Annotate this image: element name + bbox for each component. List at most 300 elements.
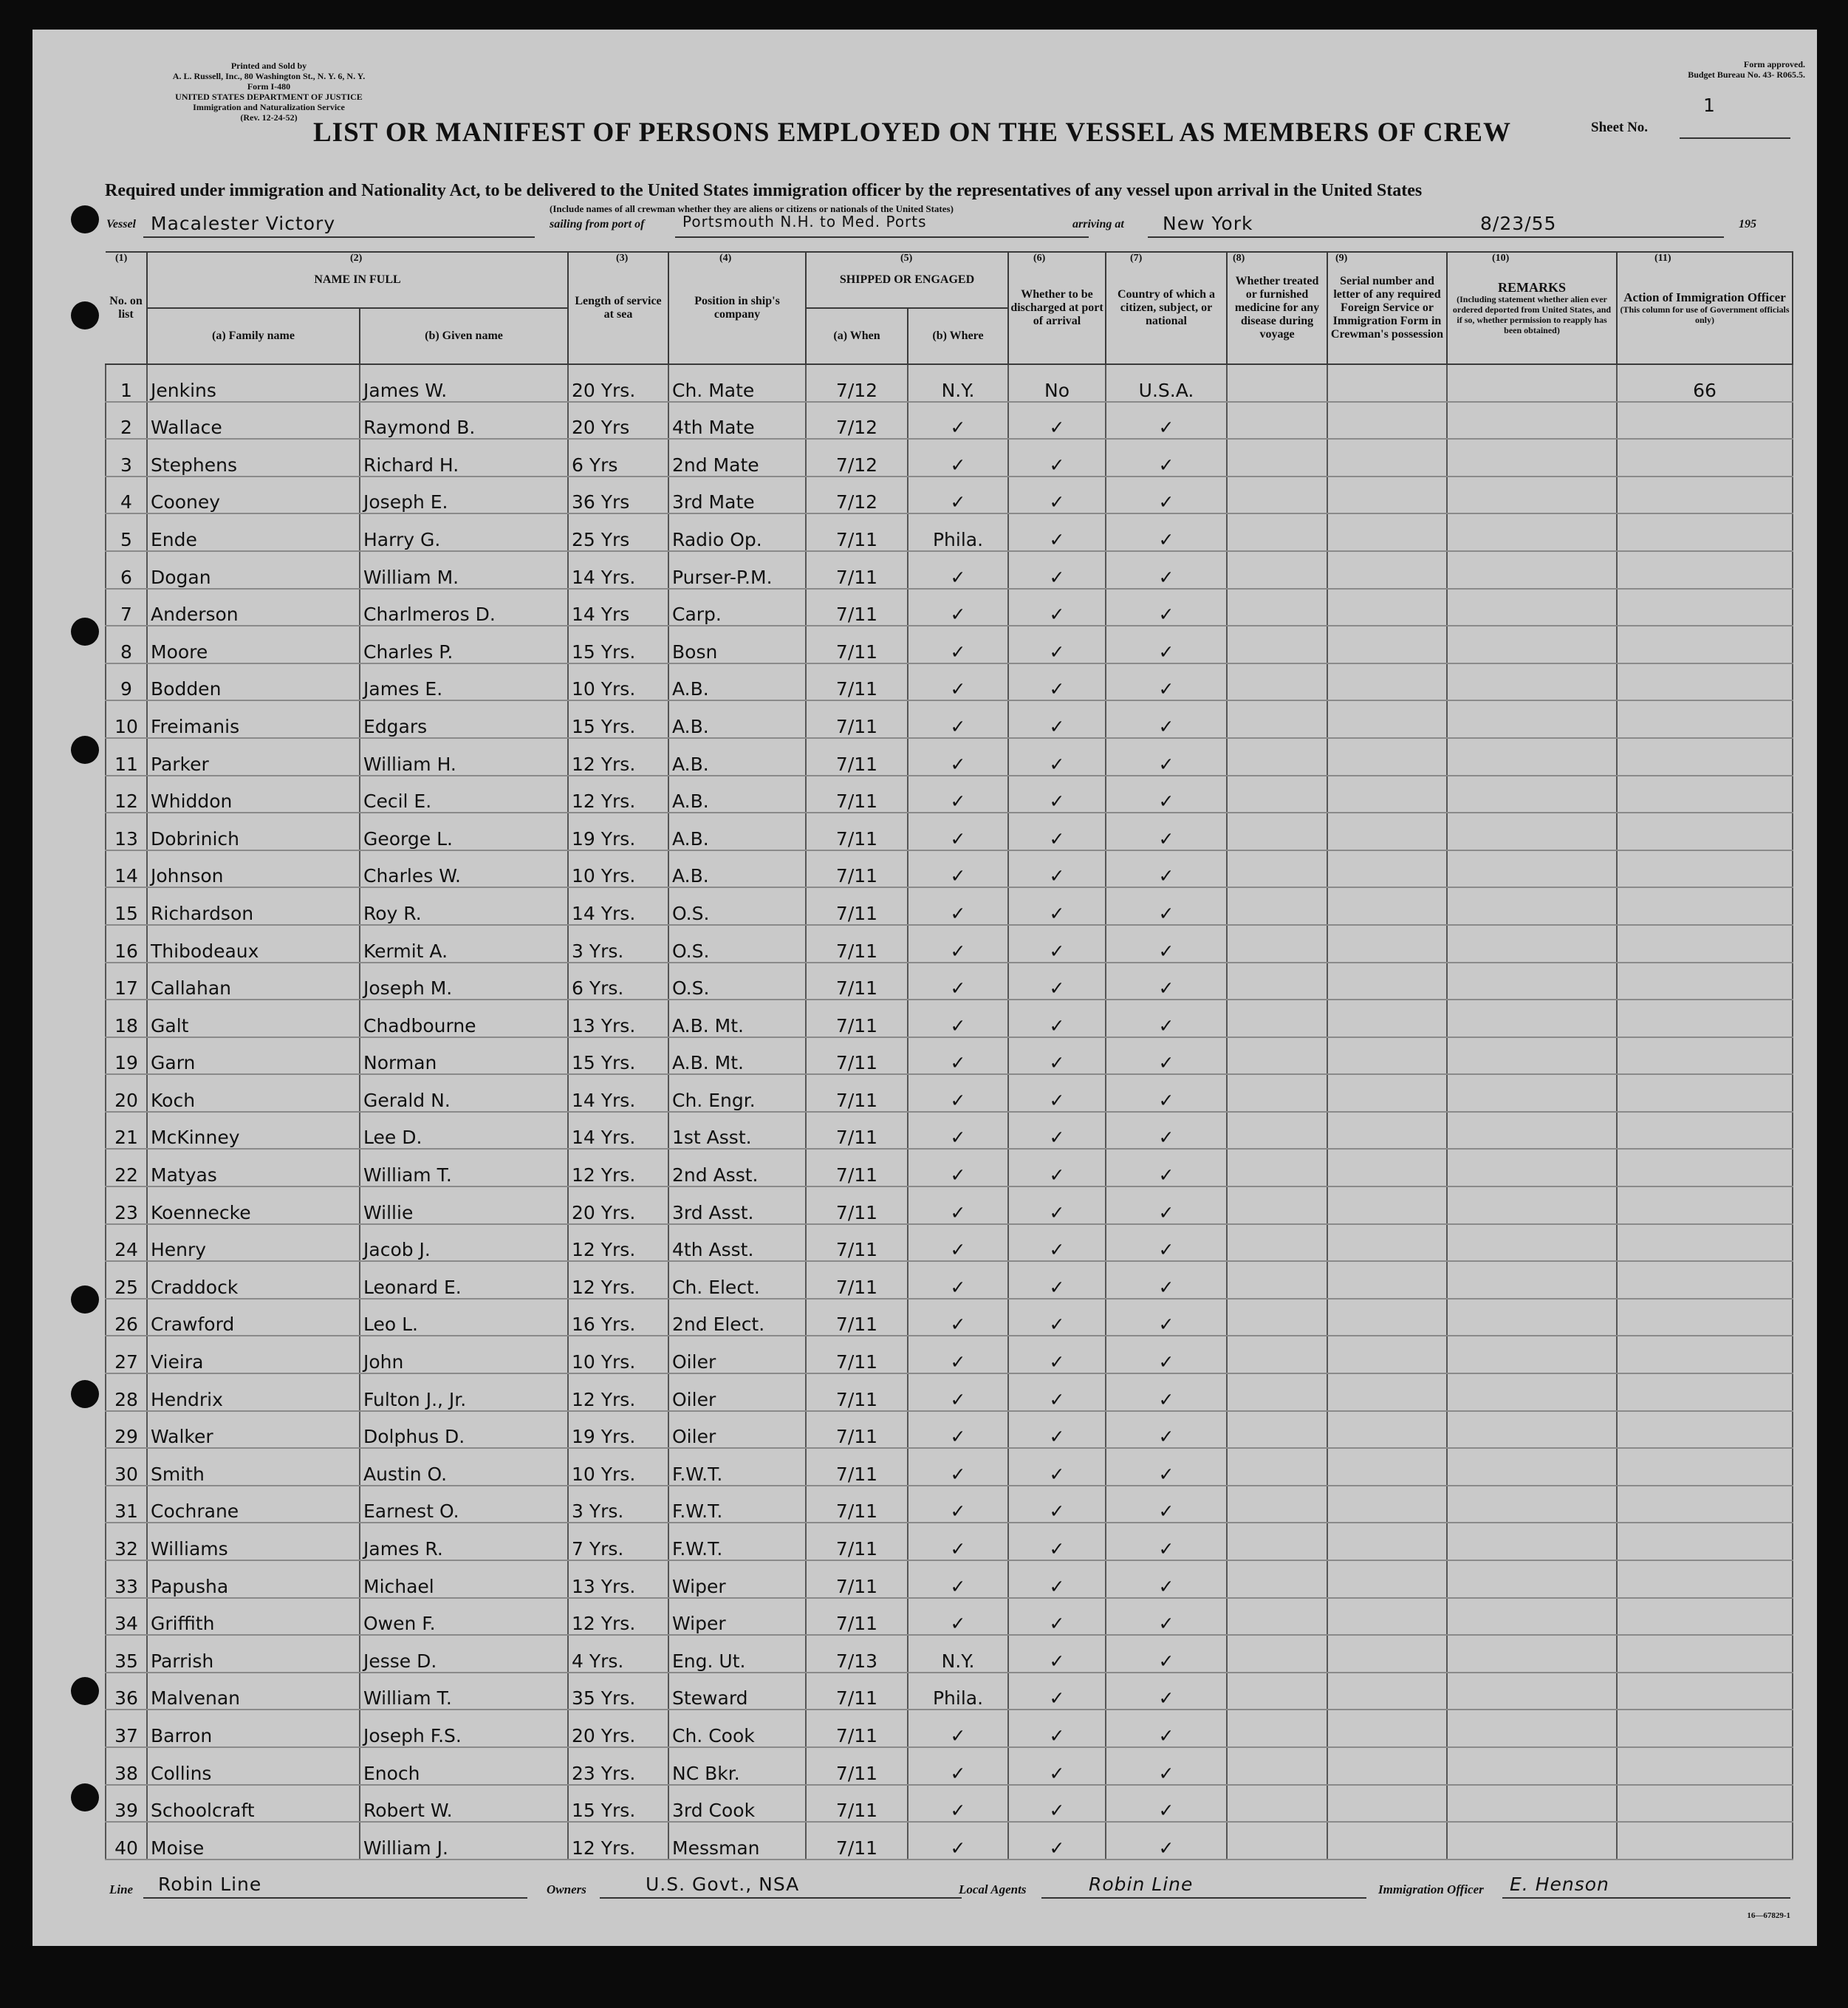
cell-medicine xyxy=(1227,1224,1327,1262)
header-family-name: (a) Family name xyxy=(147,308,360,364)
cell-remarks xyxy=(1447,1448,1617,1486)
cell-medicine xyxy=(1227,850,1327,888)
cell-when: 7/11 xyxy=(806,1822,908,1860)
cell-length: 20 Yrs xyxy=(568,402,668,440)
punch-hole xyxy=(71,301,99,329)
punch-hole xyxy=(71,1677,99,1705)
cell-medicine xyxy=(1227,402,1327,440)
action-title: Action of Immigration Officer xyxy=(1623,290,1786,304)
cell-position: A.B. xyxy=(668,700,806,738)
cell-length: 6 Yrs. xyxy=(568,963,668,1000)
row-number: 24 xyxy=(106,1224,147,1262)
cell-disch: ✓ xyxy=(1008,1224,1106,1262)
header-no: No. on list xyxy=(106,252,147,364)
printer-block xyxy=(92,61,446,123)
sheet-number: 1 xyxy=(1703,95,1716,116)
cell-medicine xyxy=(1227,1149,1327,1186)
cell-country: ✓ xyxy=(1106,1299,1227,1336)
cell-position: A.B. xyxy=(668,738,806,776)
row-number: 25 xyxy=(106,1261,147,1299)
cell-medicine xyxy=(1227,1112,1327,1150)
table-row xyxy=(106,1486,1793,1523)
cell-medicine xyxy=(1227,1373,1327,1411)
row-number: 1 xyxy=(106,364,147,402)
cell-position: Bosn xyxy=(668,626,806,663)
table-row xyxy=(106,887,1793,925)
action-note: (This column for use of Government officials only) xyxy=(1620,304,1790,325)
cell-position: 2nd Mate xyxy=(668,439,806,477)
cell-disch: ✓ xyxy=(1008,1000,1106,1037)
cell-given: Roy R. xyxy=(360,887,568,925)
cell-position: 3rd Asst. xyxy=(668,1186,806,1224)
cell-disch: ✓ xyxy=(1008,589,1106,626)
cell-position: F.W.T. xyxy=(668,1523,806,1560)
cell-country: ✓ xyxy=(1106,1373,1227,1411)
cell-medicine xyxy=(1227,589,1327,626)
cell-medicine xyxy=(1227,477,1327,514)
cell-length: 4 Yrs. xyxy=(568,1635,668,1673)
cell-position: F.W.T. xyxy=(668,1486,806,1523)
punch-hole xyxy=(71,205,99,233)
row-number: 14 xyxy=(106,850,147,888)
cell-family: Collins xyxy=(147,1747,360,1785)
row-number: 23 xyxy=(106,1186,147,1224)
col-number: (1) xyxy=(115,253,128,264)
cell-action xyxy=(1617,887,1793,925)
cell-medicine xyxy=(1227,738,1327,776)
cell-family: Whiddon xyxy=(147,776,360,813)
cell-family: Matyas xyxy=(147,1149,360,1186)
cell-given: Charlmeros D. xyxy=(360,589,568,626)
cell-family: Koch xyxy=(147,1074,360,1112)
cell-when: 7/11 xyxy=(806,1336,908,1373)
cell-family: Richardson xyxy=(147,887,360,925)
cell-where: ✓ xyxy=(908,1074,1008,1112)
cell-remarks xyxy=(1447,887,1617,925)
cell-country: U.S.A. xyxy=(1106,364,1227,402)
row-number: 3 xyxy=(106,439,147,477)
cell-action xyxy=(1617,1373,1793,1411)
cell-remarks xyxy=(1447,1112,1617,1150)
cell-country: ✓ xyxy=(1106,1598,1227,1636)
cell-position: Eng. Ut. xyxy=(668,1635,806,1673)
cell-remarks xyxy=(1447,1000,1617,1037)
cell-length: 35 Yrs. xyxy=(568,1673,668,1710)
cell-family: McKinney xyxy=(147,1112,360,1150)
cell-position: O.S. xyxy=(668,963,806,1000)
header-serial: Serial number and letter of any required Foreign Service or Immigration Form in Crewman's possession xyxy=(1327,252,1447,364)
row-number: 22 xyxy=(106,1149,147,1186)
cell-country: ✓ xyxy=(1106,513,1227,551)
cell-serial xyxy=(1327,1336,1447,1373)
cell-family: Dogan xyxy=(147,551,360,589)
cell-where: N.Y. xyxy=(908,1635,1008,1673)
cell-family: Moise xyxy=(147,1822,360,1860)
officer-signature: E. Henson xyxy=(1510,1874,1609,1895)
cell-family: Vieira xyxy=(147,1336,360,1373)
cell-medicine xyxy=(1227,1000,1327,1037)
cell-length: 14 Yrs xyxy=(568,589,668,626)
row-number: 20 xyxy=(106,1074,147,1112)
cell-where: ✓ xyxy=(908,1037,1008,1075)
form-approved-block xyxy=(1584,59,1805,80)
cell-family: Parrish xyxy=(147,1635,360,1673)
cell-remarks xyxy=(1447,1037,1617,1075)
punch-hole xyxy=(71,618,99,646)
table-row xyxy=(106,663,1793,701)
cell-serial xyxy=(1327,1000,1447,1037)
cell-disch: ✓ xyxy=(1008,887,1106,925)
cell-serial xyxy=(1327,1448,1447,1486)
cell-where: ✓ xyxy=(908,1448,1008,1486)
cell-given: Leo L. xyxy=(360,1299,568,1336)
cell-length: 14 Yrs. xyxy=(568,887,668,925)
cell-where: ✓ xyxy=(908,813,1008,850)
cell-family: Wallace xyxy=(147,402,360,440)
cell-action xyxy=(1617,551,1793,589)
cell-medicine xyxy=(1227,887,1327,925)
table-row xyxy=(106,1261,1793,1299)
col-number: (6) xyxy=(1033,253,1046,264)
header-given-name: (b) Given name xyxy=(360,308,568,364)
cell-remarks xyxy=(1447,1785,1617,1823)
cell-when: 7/12 xyxy=(806,364,908,402)
cell-position: Wiper xyxy=(668,1598,806,1636)
cell-family: Papusha xyxy=(147,1560,360,1598)
punch-hole xyxy=(71,1783,99,1811)
cell-position: 3rd Mate xyxy=(668,477,806,514)
cell-disch: ✓ xyxy=(1008,1710,1106,1747)
row-number: 17 xyxy=(106,963,147,1000)
cell-where: ✓ xyxy=(908,439,1008,477)
table-row xyxy=(106,1299,1793,1336)
officer-label: Immigration Officer xyxy=(1378,1882,1484,1896)
cell-length: 10 Yrs. xyxy=(568,1448,668,1486)
printer-line: UNITED STATES DEPARTMENT OF JUSTICE xyxy=(175,92,363,102)
line-underline xyxy=(143,1897,527,1899)
cell-serial xyxy=(1327,1074,1447,1112)
cell-action xyxy=(1617,1261,1793,1299)
row-number: 21 xyxy=(106,1112,147,1150)
cell-where: ✓ xyxy=(908,963,1008,1000)
cell-when: 7/11 xyxy=(806,1261,908,1299)
sailing-underline xyxy=(675,236,1089,238)
row-number: 39 xyxy=(106,1785,147,1823)
owners-underline xyxy=(600,1897,962,1899)
cell-medicine xyxy=(1227,1523,1327,1560)
cell-disch: ✓ xyxy=(1008,850,1106,888)
cell-serial xyxy=(1327,738,1447,776)
cell-when: 7/11 xyxy=(806,1448,908,1486)
header-when: (a) When xyxy=(806,308,908,364)
printer-line: (Rev. 12-24-52) xyxy=(240,112,298,123)
header-discharged: Whether to be discharged at port of arrival xyxy=(1008,252,1106,364)
agents-label: Local Agents xyxy=(959,1882,1027,1896)
cell-position: F.W.T. xyxy=(668,1448,806,1486)
cell-country: ✓ xyxy=(1106,1261,1227,1299)
row-number: 6 xyxy=(106,551,147,589)
cell-remarks xyxy=(1447,1560,1617,1598)
row-number: 31 xyxy=(106,1486,147,1523)
printer-line: A. L. Russell, Inc., 80 Washington St., N. Y. 6, N. Y. xyxy=(172,71,366,81)
cell-action xyxy=(1617,513,1793,551)
cell-serial xyxy=(1327,1523,1447,1560)
cell-medicine xyxy=(1227,1448,1327,1486)
table-row xyxy=(106,1186,1793,1224)
header-remarks xyxy=(1447,252,1617,364)
cell-medicine xyxy=(1227,776,1327,813)
cell-when: 7/11 xyxy=(806,1523,908,1560)
row-number: 33 xyxy=(106,1560,147,1598)
cell-action xyxy=(1617,776,1793,813)
cell-remarks xyxy=(1447,1486,1617,1523)
cell-medicine xyxy=(1227,364,1327,402)
table-row xyxy=(106,1037,1793,1075)
cell-length: 12 Yrs. xyxy=(568,1261,668,1299)
cell-where: ✓ xyxy=(908,1000,1008,1037)
cell-disch: ✓ xyxy=(1008,477,1106,514)
cell-position: Purser-P.M. xyxy=(668,551,806,589)
table-row xyxy=(106,626,1793,663)
cell-serial xyxy=(1327,1112,1447,1150)
cell-serial xyxy=(1327,1822,1447,1860)
cell-medicine xyxy=(1227,700,1327,738)
cell-family: Craddock xyxy=(147,1261,360,1299)
arriving-underline xyxy=(1148,236,1724,238)
cell-disch: ✓ xyxy=(1008,1598,1106,1636)
table-row xyxy=(106,1411,1793,1449)
cell-country: ✓ xyxy=(1106,439,1227,477)
cell-serial xyxy=(1327,850,1447,888)
cell-remarks xyxy=(1447,1186,1617,1224)
cell-given: Earnest O. xyxy=(360,1486,568,1523)
cell-when: 7/13 xyxy=(806,1635,908,1673)
cell-given: Owen F. xyxy=(360,1598,568,1636)
cell-serial xyxy=(1327,1373,1447,1411)
row-number: 15 xyxy=(106,887,147,925)
cell-medicine xyxy=(1227,1261,1327,1299)
cell-disch: ✓ xyxy=(1008,1560,1106,1598)
cell-given: Raymond B. xyxy=(360,402,568,440)
cell-action xyxy=(1617,925,1793,963)
cell-given: Kermit A. xyxy=(360,925,568,963)
cell-serial xyxy=(1327,1486,1447,1523)
cell-disch: ✓ xyxy=(1008,1074,1106,1112)
header-where: (b) Where xyxy=(908,308,1008,364)
cell-disch: ✓ xyxy=(1008,1373,1106,1411)
col-number: (8) xyxy=(1233,253,1245,264)
cell-action xyxy=(1617,1448,1793,1486)
cell-country: ✓ xyxy=(1106,1635,1227,1673)
cell-position: 2nd Elect. xyxy=(668,1299,806,1336)
table-row xyxy=(106,925,1793,963)
cell-medicine xyxy=(1227,963,1327,1000)
cell-medicine xyxy=(1227,1074,1327,1112)
sailing-label: sailing from port of xyxy=(550,218,645,230)
cell-where: Phila. xyxy=(908,513,1008,551)
cell-family: Callahan xyxy=(147,963,360,1000)
date-value: 8/23/55 xyxy=(1480,213,1557,234)
cell-family: Barron xyxy=(147,1710,360,1747)
cell-remarks xyxy=(1447,1373,1617,1411)
cell-position: Carp. xyxy=(668,589,806,626)
crew-table-body xyxy=(106,364,1793,1860)
cell-length: 20 Yrs. xyxy=(568,1710,668,1747)
cell-length: 14 Yrs. xyxy=(568,1112,668,1150)
table-row xyxy=(106,1373,1793,1411)
cell-given: Richard H. xyxy=(360,439,568,477)
cell-length: 10 Yrs. xyxy=(568,663,668,701)
cell-action xyxy=(1617,1673,1793,1710)
cell-given: Fulton J., Jr. xyxy=(360,1373,568,1411)
cell-country: ✓ xyxy=(1106,850,1227,888)
cell-disch: ✓ xyxy=(1008,1673,1106,1710)
cell-action xyxy=(1617,813,1793,850)
cell-length: 12 Yrs. xyxy=(568,1598,668,1636)
cell-where: ✓ xyxy=(908,700,1008,738)
cell-where: N.Y. xyxy=(908,364,1008,402)
row-number: 2 xyxy=(106,402,147,440)
cell-where: ✓ xyxy=(908,738,1008,776)
cell-serial xyxy=(1327,925,1447,963)
cell-remarks xyxy=(1447,1149,1617,1186)
row-number: 35 xyxy=(106,1635,147,1673)
cell-family: Freimanis xyxy=(147,700,360,738)
header-country: Country of which a citizen, subject, or national xyxy=(1106,252,1227,364)
punch-hole xyxy=(71,1380,99,1408)
cell-family: Koennecke xyxy=(147,1186,360,1224)
row-number: 10 xyxy=(106,700,147,738)
cell-given: Leonard E. xyxy=(360,1261,568,1299)
cell-when: 7/12 xyxy=(806,439,908,477)
cell-where: ✓ xyxy=(908,1112,1008,1150)
cell-given: Lee D. xyxy=(360,1112,568,1150)
cell-length: 14 Yrs. xyxy=(568,1074,668,1112)
cell-when: 7/12 xyxy=(806,402,908,440)
cell-family: Cochrane xyxy=(147,1486,360,1523)
cell-medicine xyxy=(1227,551,1327,589)
cell-country: ✓ xyxy=(1106,1000,1227,1037)
cell-disch: ✓ xyxy=(1008,1261,1106,1299)
cell-remarks xyxy=(1447,1299,1617,1336)
col-number: (9) xyxy=(1335,253,1348,264)
cell-remarks xyxy=(1447,1598,1617,1636)
cell-country: ✓ xyxy=(1106,925,1227,963)
sheet-label: Sheet No. xyxy=(1591,120,1649,135)
cell-when: 7/11 xyxy=(806,925,908,963)
cell-action xyxy=(1617,1186,1793,1224)
cell-remarks xyxy=(1447,925,1617,963)
cell-medicine xyxy=(1227,626,1327,663)
cell-remarks xyxy=(1447,589,1617,626)
cell-serial xyxy=(1327,1673,1447,1710)
cell-disch: ✓ xyxy=(1008,1523,1106,1560)
owners-value: U.S. Govt., NSA xyxy=(646,1874,800,1895)
cell-where: ✓ xyxy=(908,850,1008,888)
printer-line: Printed and Sold by xyxy=(230,61,307,71)
form-code: 16—67829-1 xyxy=(1747,1911,1790,1920)
cell-remarks xyxy=(1447,551,1617,589)
cell-position: Oiler xyxy=(668,1336,806,1373)
row-number: 38 xyxy=(106,1747,147,1785)
cell-given: Cecil E. xyxy=(360,776,568,813)
cell-where: ✓ xyxy=(908,1523,1008,1560)
table-row xyxy=(106,589,1793,626)
cell-when: 7/11 xyxy=(806,1710,908,1747)
cell-disch: ✓ xyxy=(1008,513,1106,551)
cell-country: ✓ xyxy=(1106,626,1227,663)
cell-action xyxy=(1617,738,1793,776)
cell-disch: ✓ xyxy=(1008,738,1106,776)
table-row xyxy=(106,1448,1793,1486)
cell-length: 3 Yrs. xyxy=(568,1486,668,1523)
cell-disch: ✓ xyxy=(1008,963,1106,1000)
table-row xyxy=(106,1560,1793,1598)
cell-country: ✓ xyxy=(1106,589,1227,626)
cell-family: Stephens xyxy=(147,439,360,477)
cell-length: 20 Yrs. xyxy=(568,364,668,402)
agents-underline xyxy=(1041,1897,1366,1899)
cell-length: 6 Yrs xyxy=(568,439,668,477)
cell-position: Messman xyxy=(668,1822,806,1860)
cell-remarks xyxy=(1447,1411,1617,1449)
cell-serial xyxy=(1327,1560,1447,1598)
table-row xyxy=(106,513,1793,551)
cell-position: A.B. Mt. xyxy=(668,1000,806,1037)
cell-position: A.B. xyxy=(668,813,806,850)
header-shipped: SHIPPED OR ENGAGED xyxy=(806,252,1008,308)
table-row xyxy=(106,1523,1793,1560)
cell-country: ✓ xyxy=(1106,1336,1227,1373)
cell-when: 7/12 xyxy=(806,477,908,514)
cell-medicine xyxy=(1227,439,1327,477)
cell-disch: ✓ xyxy=(1008,626,1106,663)
cell-given: Edgars xyxy=(360,700,568,738)
cell-remarks xyxy=(1447,364,1617,402)
cell-given: Chadbourne xyxy=(360,1000,568,1037)
header-medicine: Whether treated or furnished medicine for any disease during voyage xyxy=(1227,252,1327,364)
year-label: 195 xyxy=(1739,218,1756,230)
cell-when: 7/11 xyxy=(806,1486,908,1523)
table-row xyxy=(106,364,1793,402)
cell-position: Ch. Engr. xyxy=(668,1074,806,1112)
cell-serial xyxy=(1327,776,1447,813)
cell-remarks xyxy=(1447,663,1617,701)
cell-action xyxy=(1617,700,1793,738)
cell-country: ✓ xyxy=(1106,1486,1227,1523)
cell-when: 7/11 xyxy=(806,663,908,701)
cell-medicine xyxy=(1227,1710,1327,1747)
cell-medicine xyxy=(1227,1635,1327,1673)
cell-where: ✓ xyxy=(908,1186,1008,1224)
cell-length: 15 Yrs. xyxy=(568,700,668,738)
cell-remarks xyxy=(1447,738,1617,776)
printer-line: Form I-480 xyxy=(247,81,291,92)
cell-action xyxy=(1617,1598,1793,1636)
cell-medicine xyxy=(1227,663,1327,701)
cell-medicine xyxy=(1227,1299,1327,1336)
cell-serial xyxy=(1327,1299,1447,1336)
cell-medicine xyxy=(1227,1411,1327,1449)
cell-medicine xyxy=(1227,1673,1327,1710)
cell-family: Walker xyxy=(147,1411,360,1449)
cell-where: ✓ xyxy=(908,1299,1008,1336)
cell-where: ✓ xyxy=(908,1560,1008,1598)
cell-given: James E. xyxy=(360,663,568,701)
header-position: Position in ship's company xyxy=(668,252,806,364)
cell-position: Oiler xyxy=(668,1411,806,1449)
cell-serial xyxy=(1327,1598,1447,1636)
